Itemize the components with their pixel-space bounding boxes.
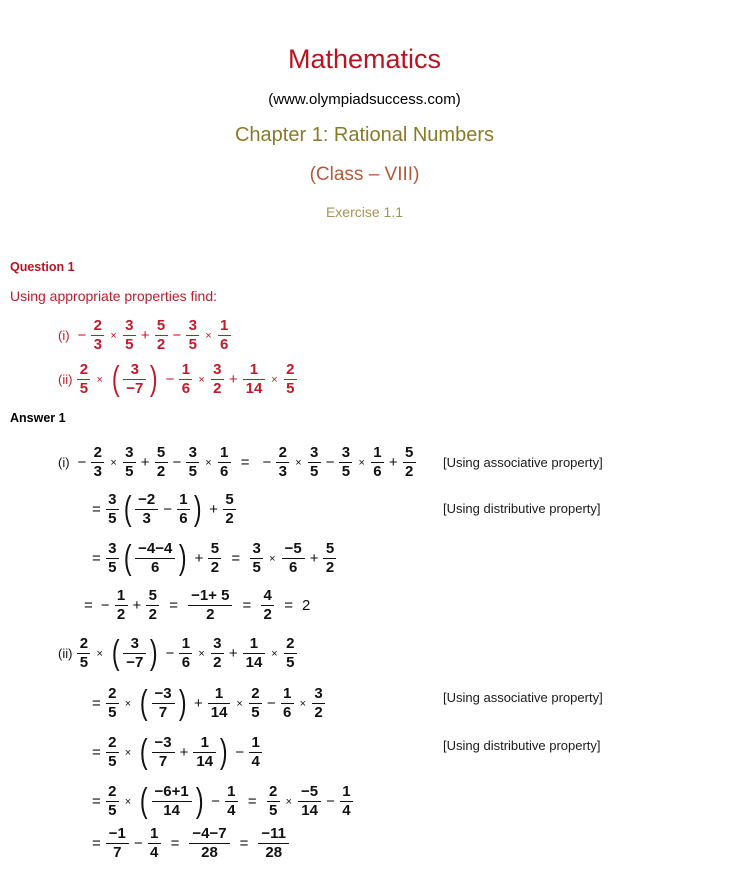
question-prompt: Using appropriate properties find: [10, 288, 218, 304]
fraction-3-neg7: $\frac{3}{-7}$ [123, 362, 146, 397]
equals-sign: = [92, 550, 101, 568]
answer-i-line-2 [88, 489, 237, 528]
fraction-2-5: $\frac{2}{5}$ [284, 636, 297, 671]
fraction-5-2: $\frac{5}{2}$ [323, 541, 336, 576]
plus-sign: + [140, 327, 150, 345]
equals-sign: = [169, 597, 179, 615]
answer-i-line-3 [88, 538, 337, 577]
plus-sign: + [228, 645, 238, 663]
note-distributive-2: [Using distributive property] [443, 738, 601, 753]
equals-sign: = [92, 835, 101, 853]
fraction-1-6: $\frac{1}{6}$ [218, 318, 231, 353]
fraction-1-4: $\frac{1}{4}$ [225, 784, 238, 819]
fraction-1-14: $\frac{1}{14}$ [243, 362, 266, 397]
result-i: 2 [301, 597, 311, 615]
times-sign: × [110, 456, 117, 469]
document-header [0, 0, 729, 220]
times-sign: × [285, 795, 293, 808]
fraction-2-5: $\frac{2}{5}$ [106, 735, 119, 770]
fraction-2-5: $\frac{2}{5}$ [284, 362, 297, 397]
fraction-3-5: $\frac{3}{5}$ [339, 445, 352, 480]
times-sign: × [205, 329, 212, 342]
fraction-1-14: $\frac{1}{14}$ [193, 735, 216, 770]
equals-sign: = [84, 597, 93, 615]
times-sign: × [236, 697, 243, 710]
minus-sign: − [172, 327, 182, 345]
fraction-neg5-14: $\frac{-5}{14}$ [298, 784, 321, 819]
fraction-1-4: $\frac{1}{4}$ [148, 826, 161, 861]
times-sign: × [96, 373, 103, 386]
fraction-3-2: $\frac{3}{2}$ [211, 636, 224, 671]
minus-sign: − [77, 454, 87, 472]
plus-sign: + [140, 454, 150, 472]
fraction-2-3: $\frac{2}{3}$ [91, 445, 104, 480]
item-label-ii: (ii) [58, 372, 73, 388]
parenthesized-group [138, 781, 205, 820]
plus-sign: + [228, 371, 238, 389]
note-associative-2: [Using associative property] [443, 690, 603, 705]
fraction-3-5: $\frac{3}{5}$ [186, 318, 199, 353]
minus-sign: − [326, 793, 335, 811]
fraction-neg3-7: $\frac{-3}{7}$ [152, 735, 175, 770]
equals-sign: = [92, 744, 101, 762]
plus-sign: + [194, 550, 204, 568]
equals-sign: = [284, 597, 293, 615]
times-sign: × [198, 373, 205, 386]
exercise-subtitle: Exercise 1.1 [325, 204, 404, 220]
fraction-neg2-3: $\frac{-2}{3}$ [135, 492, 158, 527]
paren-open: ( [123, 489, 132, 528]
times-sign: × [124, 697, 132, 710]
fraction-5-2: $\frac{5}{2}$ [146, 588, 159, 623]
paren-close: ) [178, 683, 187, 722]
class-subtitle: (Class – VIII) [309, 164, 420, 185]
paren-open: ( [140, 732, 148, 771]
times-sign: × [198, 647, 205, 660]
fraction-1-6: $\frac{1}{6}$ [371, 445, 384, 480]
fraction-4-2: $\frac{4}{2}$ [261, 588, 274, 623]
parenthesized-group [138, 683, 188, 722]
minus-sign: − [100, 597, 110, 615]
answer-i-line-4 [80, 588, 310, 623]
fraction-3-5: $\frac{3}{5}$ [123, 318, 136, 353]
answer-ii-line-2 [88, 683, 326, 722]
paren-open: ( [123, 538, 132, 577]
question-expression-i [58, 318, 232, 353]
fraction-neg1-7: $\frac{-1}{7}$ [106, 826, 129, 861]
minus-sign: − [172, 454, 182, 472]
plus-sign: + [209, 501, 219, 519]
parenthesized-group [110, 359, 160, 398]
paren-open: ( [140, 683, 148, 722]
minus-sign: − [325, 454, 335, 472]
page-title: Mathematics [287, 44, 442, 74]
fraction-1-6: $\frac{1}{6}$ [218, 445, 231, 480]
paren-close: ) [179, 538, 187, 577]
equals-sign: = [239, 835, 249, 853]
paren-open: ( [111, 359, 120, 398]
fraction-5-2: $\frac{5}{2}$ [155, 318, 168, 353]
fraction-neg11-28: $\frac{-11}{28}$ [258, 826, 289, 861]
times-sign: × [205, 456, 212, 469]
minus-sign: − [77, 327, 87, 345]
fraction-2-5: $\frac{2}{5}$ [249, 686, 262, 721]
site-url: (www.olympiadsuccess.com) [268, 91, 461, 108]
parenthesized-group [138, 732, 229, 771]
answer-i-line-1 [58, 445, 417, 480]
paren-close: ) [219, 732, 228, 771]
times-sign: × [269, 552, 276, 565]
fraction-2-5: $\frac{2}{5}$ [267, 784, 280, 819]
fraction-5-2: $\frac{5}{2}$ [223, 492, 236, 527]
fraction-2-5: $\frac{2}{5}$ [106, 784, 119, 819]
paren-close: ) [193, 489, 202, 528]
note-associative-1: [Using associative property] [443, 455, 603, 470]
fraction-sum-neg1-plus5-over-2: $\frac{-1+ 5}{2}$ [188, 588, 232, 623]
fraction-2-3: $\frac{2}{3}$ [91, 318, 104, 353]
fraction-2-5: $\frac{2}{5}$ [77, 636, 90, 671]
fraction-3-5: $\frac{3}{5}$ [106, 541, 119, 576]
paren-close: ) [195, 781, 204, 820]
times-sign: × [299, 697, 307, 710]
minus-sign: − [262, 454, 272, 472]
fraction-3-5: $\frac{3}{5}$ [106, 492, 119, 527]
plus-sign: + [179, 744, 189, 762]
fraction-1-4: $\frac{1}{4}$ [249, 735, 262, 770]
fraction-3-5: $\frac{3}{5}$ [123, 445, 136, 480]
answer-ii-line-4 [88, 781, 354, 820]
fraction-3-2: $\frac{3}{2}$ [312, 686, 325, 721]
plus-sign: + [132, 597, 142, 615]
times-sign: × [124, 746, 132, 759]
fraction-5-2: $\frac{5}{2}$ [208, 541, 221, 576]
times-sign: × [110, 329, 117, 342]
equals-sign: = [92, 501, 101, 519]
fraction-2-5: $\frac{2}{5}$ [77, 362, 90, 397]
fraction-1-14: $\frac{1}{14}$ [243, 636, 266, 671]
item-label-i: (i) [58, 455, 70, 471]
minus-sign: − [165, 371, 175, 389]
fraction-1-6: $\frac{1}{6}$ [179, 362, 192, 397]
times-sign: × [271, 373, 278, 386]
paren-open: ( [140, 781, 148, 820]
question-expression-ii [58, 359, 298, 398]
fraction-1-14: $\frac{1}{14}$ [208, 686, 231, 721]
item-label-i: (i) [58, 328, 70, 344]
fraction-sum-neg6-plus1-over-14: $\frac{-6+1}{14}$ [152, 784, 192, 819]
fraction-1-6: $\frac{1}{6}$ [179, 636, 192, 671]
minus-sign: − [235, 744, 245, 762]
equals-sign: = [231, 550, 241, 568]
fraction-2-3: $\frac{2}{3}$ [276, 445, 289, 480]
fraction-neg5-6: $\frac{-5}{6}$ [282, 541, 305, 576]
fraction-2-5: $\frac{2}{5}$ [106, 686, 119, 721]
answer-heading: Answer 1 [10, 411, 66, 425]
fraction-1-4: $\frac{1}{4}$ [340, 784, 353, 819]
minus-sign: − [163, 501, 172, 519]
minus-sign: − [211, 793, 220, 811]
fraction-3-5: $\frac{3}{5}$ [308, 445, 321, 480]
fraction-3-5: $\frac{3}{5}$ [250, 541, 263, 576]
equals-sign: = [170, 835, 180, 853]
fraction-1-6: $\frac{1}{6}$ [281, 686, 294, 721]
fraction-sum-neg4-neg7-over-28: $\frac{-4-7}{28}$ [189, 826, 229, 861]
fraction-3-neg7: $\frac{3}{-7}$ [123, 636, 146, 671]
times-sign: × [124, 795, 132, 808]
parenthesized-group [122, 538, 189, 577]
note-distributive-1: [Using distributive property] [443, 501, 601, 516]
item-label-ii: (ii) [58, 646, 73, 662]
fraction-1-6: $\frac{1}{6}$ [177, 492, 190, 527]
minus-sign: − [133, 835, 143, 853]
plus-sign: + [193, 695, 203, 713]
equals-sign: = [92, 793, 101, 811]
parenthesized-group [122, 489, 204, 528]
paren-close: ) [150, 359, 158, 398]
answer-ii-line-5 [88, 826, 290, 861]
fraction-1-2: $\frac{1}{2}$ [115, 588, 128, 623]
fraction-3-2: $\frac{3}{2}$ [211, 362, 224, 397]
fraction-3-5: $\frac{3}{5}$ [186, 445, 199, 480]
chapter-subtitle: Chapter 1: Rational Numbers [234, 124, 494, 146]
paren-close: ) [150, 633, 158, 672]
answer-ii-line-3 [88, 732, 263, 771]
times-sign: × [96, 647, 103, 660]
equals-sign: = [92, 695, 101, 713]
times-sign: × [295, 456, 302, 469]
answer-ii-line-1 [58, 633, 298, 672]
parenthesized-group [110, 633, 160, 672]
plus-sign: + [388, 454, 398, 472]
plus-sign: + [309, 550, 319, 568]
fraction-5-2: $\frac{5}{2}$ [155, 445, 168, 480]
paren-open: ( [111, 633, 120, 672]
fraction-sum-neg4-neg4-over-6: $\frac{-4-4}{6}$ [135, 541, 175, 576]
times-sign: × [358, 456, 365, 469]
equals-sign: = [242, 597, 252, 615]
times-sign: × [271, 647, 278, 660]
fraction-5-2: $\frac{5}{2}$ [403, 445, 416, 480]
equals-sign: = [240, 454, 250, 472]
minus-sign: − [165, 645, 175, 663]
question-heading: Question 1 [10, 260, 75, 274]
fraction-neg3-7: $\frac{-3}{7}$ [152, 686, 175, 721]
minus-sign: − [266, 695, 276, 713]
equals-sign: = [247, 793, 257, 811]
